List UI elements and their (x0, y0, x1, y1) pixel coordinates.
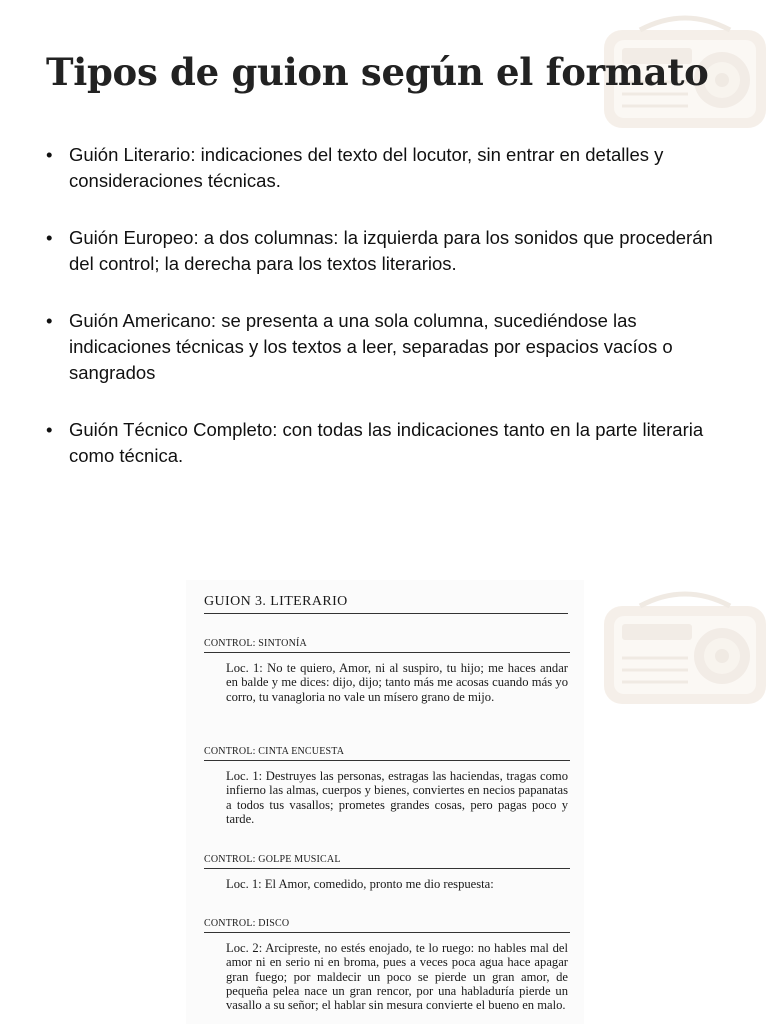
script-section (204, 854, 570, 891)
bullet-dot: • (46, 144, 53, 165)
locution-text: Loc. 1: El Amor, comedido, pronto me dio respuesta: (226, 877, 494, 891)
slide-title: Tipos de guion según el formato (46, 50, 709, 94)
bullet-text: Guión Americano: se presenta a una sola columna, sucediéndose las indicaciones técnicas y los textos a leer, separadas por espacios vacíos o sangrados (69, 310, 673, 383)
locution-text: Loc. 2: Arcipreste, no estés enojado, te lo ruego: no hables mal del amor ni en serio ni en broma, pues a veces poca agua hace apagar gran fuego; por maldecir un poco se pierde un gran amor, de pequeña pelea nace un gran rencor, por una habladuría pierde un vasallo a su señor; el hablar sin mesura convierte el bueno en malo. (226, 941, 568, 1013)
bullet-item (46, 142, 736, 194)
bullet-dot: • (46, 419, 53, 440)
bullet-item (46, 417, 736, 469)
locution-text: Loc. 1: No te quiero, Amor, ni al suspiro, tu hijo; me haces andar en balde y me dices: dijo, dijo; tanto más me acosas cuando más yo corro, tu vanagloria no vale un mísero grano de mijo. (226, 661, 568, 704)
radio-icon (600, 588, 768, 708)
locution-text: Loc. 1: Destruyes las personas, estragas las haciendas, tragas como infierno las almas, cuerpos y bienes, conviertes en necios papanatas a todos tus vasallos; prometes grandes cosas, pero pagas poco y tarde. (226, 769, 568, 826)
script-section (204, 746, 570, 826)
bullet-text: Guión Literario: indicaciones del texto del locutor, sin entrar en detalles y consideraciones técnicas. (69, 144, 664, 191)
bullet-text: Guión Europeo: a dos columnas: la izquierda para los sonidos que procederán del control; la derecha para los textos literarios. (69, 227, 713, 274)
script-scan-image (186, 580, 584, 1024)
bullet-list (46, 142, 736, 500)
bullet-item (46, 308, 736, 386)
control-cue: CONTROL: CINTA ENCUESTA (204, 746, 570, 761)
bullet-dot: • (46, 227, 53, 248)
bullet-item (46, 225, 736, 277)
script-section (204, 638, 570, 704)
control-cue: CONTROL: SINTONÍA (204, 638, 570, 653)
control-cue: CONTROL: GOLPE MUSICAL (204, 854, 570, 869)
bullet-dot: • (46, 310, 53, 331)
script-section (204, 918, 570, 1012)
control-cue: CONTROL: DISCO (204, 918, 570, 933)
script-title: GUION 3. LITERARIO (204, 594, 568, 614)
bullet-text: Guión Técnico Completo: con todas las indicaciones tanto en la parte literaria como técnica. (69, 419, 704, 466)
